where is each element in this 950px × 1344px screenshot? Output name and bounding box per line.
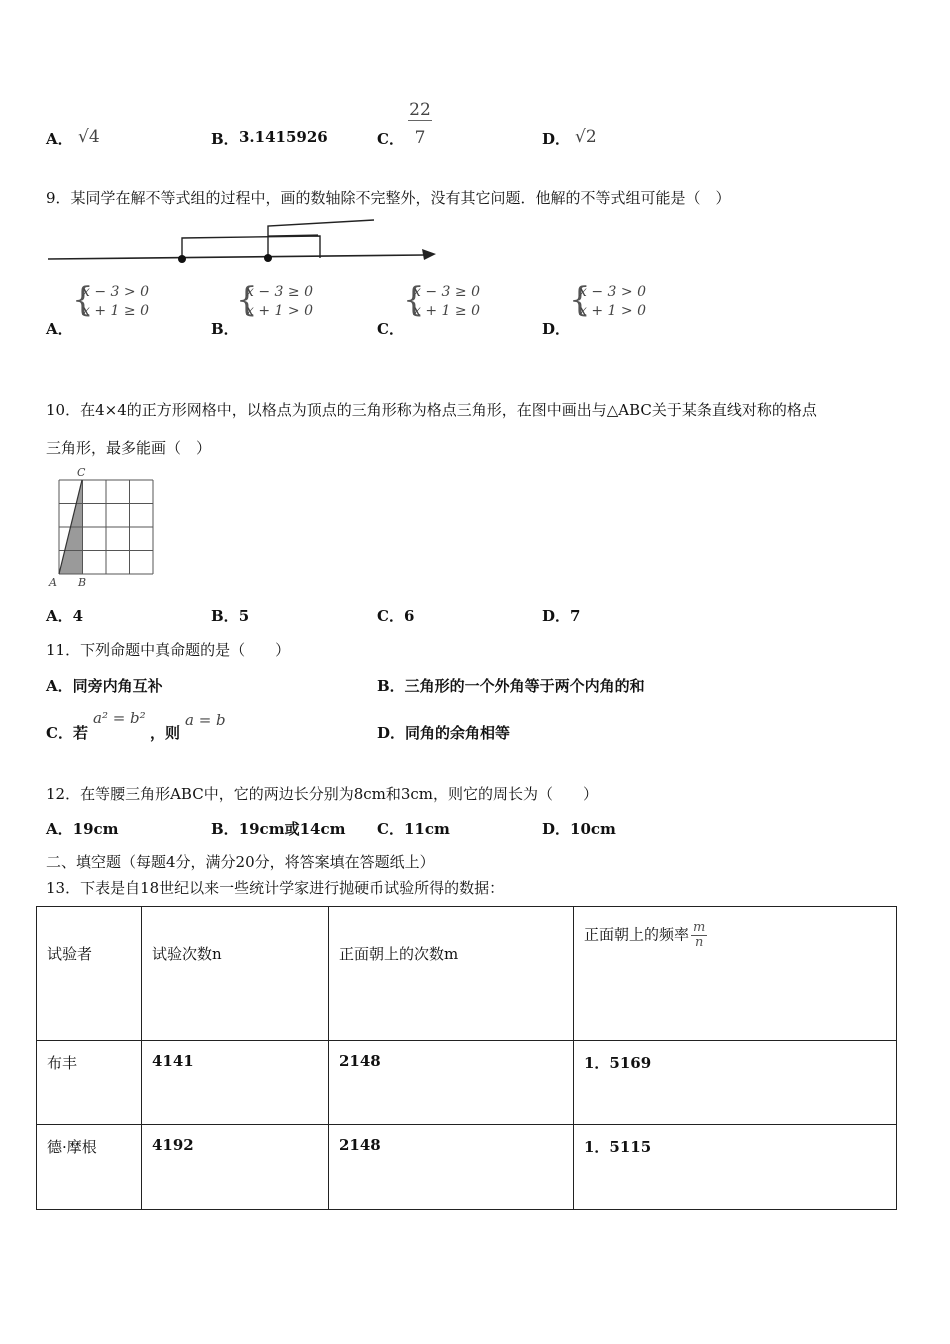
table-row [37, 1125, 897, 1210]
q11-option-c-condition: a² = b² [93, 709, 146, 727]
table-cell: 德·摩根 [47, 1138, 97, 1156]
q10-option-d: D．7 [542, 607, 581, 625]
q8-option-a-math: √4 [78, 127, 100, 147]
q8-option-d-label: D． [542, 130, 571, 148]
q12-stem: 12．在等腰三角形ABC中，它的两边长分别为8cm和3cm，则它的周长为（ ） [46, 785, 599, 803]
q9-option-d-label: D． [542, 320, 571, 338]
q9-option-b-line1: x − 3 ≥ 0 [246, 284, 313, 300]
q9-option-c-brace: { [403, 280, 425, 320]
q10-grid-figure [46, 464, 160, 588]
table-header-row [37, 907, 897, 1041]
q10-label-c: C [77, 466, 86, 479]
q11-option-a: A．同旁内角互补 [46, 677, 163, 695]
q13-data-table [36, 906, 897, 1210]
table-header-cell: 正面朝上的次数m [339, 945, 459, 963]
q9-option-b-line2: x + 1 > 0 [246, 303, 313, 319]
table-cell: 1．5169 [584, 1054, 652, 1072]
q9-option-d-brace: { [569, 280, 591, 320]
q8-option-c-numerator: 22 [409, 100, 431, 120]
q10-option-c: C．6 [377, 607, 415, 625]
table-cell: 2148 [339, 1052, 381, 1070]
q8-option-d-math: √2 [575, 127, 597, 147]
table-header-cell: 试验者 [47, 945, 93, 963]
q10-stem-line1: 10．在4×4的正方形网格中，以格点为顶点的三角形称为格点三角形，在图中画出与△ABC关于某条直线对称的格点 [46, 401, 817, 419]
table-cell: 4192 [152, 1136, 194, 1154]
q12-option-c: C．11cm [377, 820, 450, 838]
q9-option-c-line1: x − 3 ≥ 0 [413, 284, 480, 300]
q9-option-a-label: A． [46, 320, 73, 338]
q10-option-b: B．5 [211, 607, 250, 625]
q8-option-c-denominator: 7 [414, 128, 426, 148]
q9-option-c-line2: x + 1 ≥ 0 [413, 303, 480, 319]
fraction-numerator: m [693, 920, 706, 935]
table-cell: 布丰 [47, 1054, 78, 1072]
q11-stem: 11．下列命题中真命题的是（ ） [46, 641, 291, 659]
q12-option-d: D．10cm [542, 820, 616, 838]
q10-label-a: A [49, 576, 57, 588]
q10-stem-line2: 三角形，最多能画（ ） [46, 439, 212, 457]
table-cell: 2148 [339, 1136, 381, 1154]
q11-option-c-prefix: C．若 [46, 724, 88, 742]
section-2-heading: 二、填空题（每题4分，满分20分，将答案填在答题纸上） [46, 853, 435, 871]
q9-option-b-label: B． [211, 320, 239, 338]
q13-stem: 13．下表是自18世纪以来一些统计学家进行抛硬币试验所得的数据： [46, 879, 505, 897]
q11-option-c-conclusion: a = b [185, 711, 226, 729]
q9-option-b-brace: { [236, 280, 258, 320]
q9-option-d-line2: x + 1 > 0 [579, 303, 646, 319]
q11-option-d: D．同角的余角相等 [377, 724, 511, 742]
q9-stem: 9．某同学在解不等式组的过程中，画的数轴除不完整外，没有其它问题．他解的不等式组可能是（ ） [46, 189, 731, 207]
fraction-denominator: n [694, 935, 704, 950]
q9-option-d-line1: x − 3 > 0 [579, 284, 646, 300]
q9-option-a-line1: x − 3 > 0 [82, 284, 149, 300]
q8-option-b-label: B． [211, 130, 239, 148]
q12-option-a: A．19cm [46, 820, 119, 838]
table-header-cell: 试验次数n [152, 945, 222, 963]
q9-option-c-label: C． [377, 320, 404, 338]
m-over-n-fraction [691, 921, 707, 950]
q10-option-a: A．4 [46, 607, 84, 625]
q8-option-c-label: C． [377, 130, 404, 148]
q8-option-a-label: A． [46, 130, 73, 148]
q9-number-line [44, 214, 444, 270]
table-cell: 4141 [152, 1052, 194, 1070]
q11-option-c-then: ，则 [150, 724, 181, 742]
q9-option-a-line2: x + 1 ≥ 0 [82, 303, 149, 319]
q8-option-b-value: 3.1415926 [239, 128, 328, 146]
table-header-cell-frequency [574, 907, 896, 950]
q10-label-b: B [78, 576, 87, 588]
frequency-header-label: 正面朝上的频率 [584, 925, 690, 944]
table-row [37, 1041, 897, 1125]
q9-option-a-brace: { [72, 280, 94, 320]
q12-option-b: B．19cm或14cm [211, 820, 346, 838]
q11-option-b: B．三角形的一个外角等于两个内角的和 [377, 677, 645, 695]
table-cell: 1．5115 [584, 1138, 652, 1156]
